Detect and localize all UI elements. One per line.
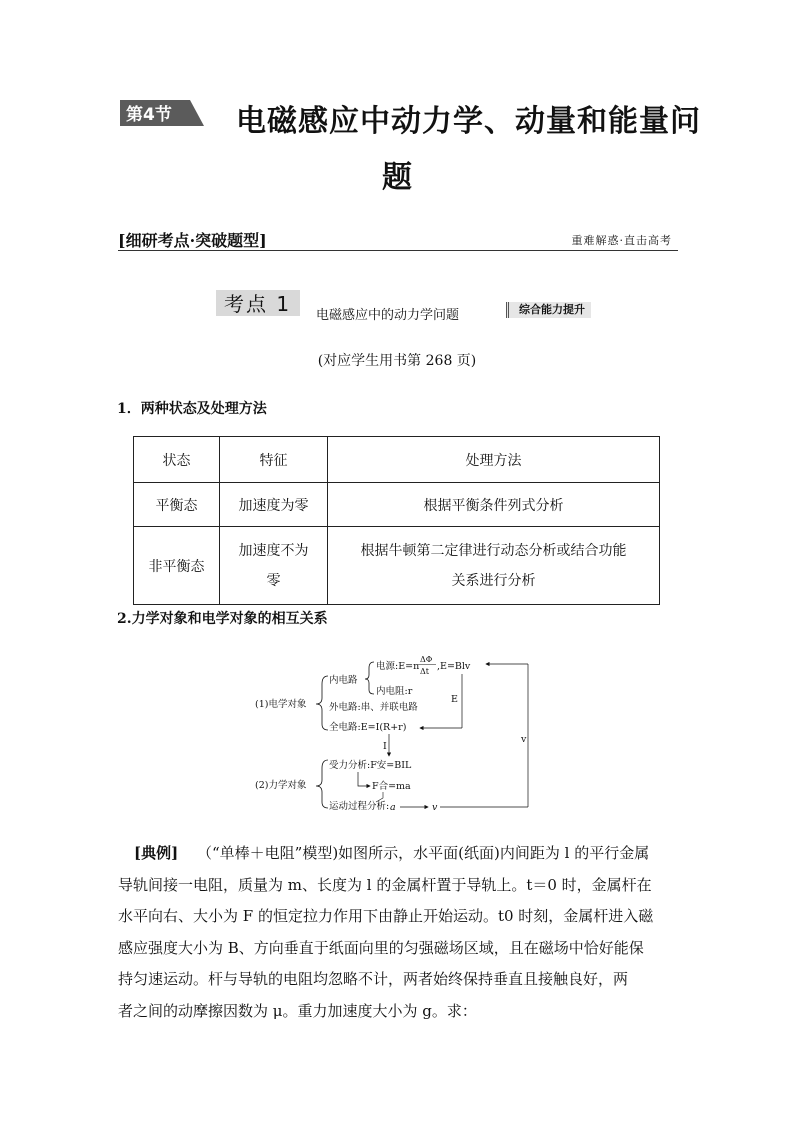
heading-relationship: 2.力学对象和电学对象的相互关系: [117, 611, 328, 627]
delta-t: Δt: [420, 667, 429, 676]
motion-a: a: [390, 802, 396, 813]
table-header-cell: 特征: [220, 437, 328, 483]
mech-brace: [316, 760, 328, 808]
book-reference: (对应学生用书第 268 页): [317, 353, 477, 369]
heading-two-states: 1．两种状态及处理方法: [117, 401, 267, 417]
section-badge-text: 第4节: [126, 105, 172, 125]
relationship-diagram: [250, 652, 540, 814]
inner-circuit-label: 内电路: [329, 675, 358, 686]
inner-resistance: 内电阻:r: [376, 686, 413, 697]
table-cell-line: 关系进行分析: [451, 572, 536, 589]
page-title-line2: 题: [382, 160, 413, 195]
source-suffix: ,E=Blv: [437, 661, 471, 672]
table-header-cell: 处理方法: [328, 437, 660, 483]
table-cell: 根据平衡条件列式分析: [328, 483, 660, 527]
kaodian-box: [216, 290, 300, 316]
elec-object-label: (1)电学对象: [255, 699, 307, 710]
label-v: v: [521, 734, 527, 745]
example-line: [118, 838, 678, 870]
kaodian-label: 考点 1: [224, 292, 292, 316]
table-cell-line: 根据牛顿第二定律进行动态分析或结合功能: [360, 542, 627, 559]
table-cell-line: 加速度不为: [238, 542, 309, 559]
section-heading-left: [细研考点·突破题型]: [118, 231, 267, 250]
section-badge: [120, 100, 204, 126]
motion-prefix: 运动过程分析:: [329, 801, 390, 812]
mech-object-label: (2)力学对象: [255, 780, 307, 791]
example-paragraph: [118, 838, 678, 1027]
table-header-row: [134, 437, 660, 483]
table-header-cell: 状态: [134, 437, 220, 483]
section-heading-right: 重难解惑·直击高考: [571, 234, 672, 247]
motion-v: v: [432, 802, 438, 813]
table-row: [134, 483, 660, 527]
page-title-line1: 电磁感应中动力学、动量和能量问: [236, 104, 701, 139]
full-circuit: 全电路:E=I(R+r): [329, 722, 407, 733]
delta-phi: ΔΦ: [420, 655, 433, 664]
example-line: 持匀速运动。杆与导轨的电阻均忽略不计，两者始终保持垂直且接触良好，两: [118, 970, 629, 988]
ability-tag: 综合能力提升: [506, 302, 591, 318]
example-line: 水平向右、大小为 F 的恒定拉力作用下由静止开始运动。t0 时刻，金属杆进入磁: [118, 907, 654, 925]
table-cell-line: 零: [266, 572, 281, 589]
section-heading: [118, 228, 678, 251]
table-cell: 平衡态: [134, 483, 220, 527]
table-cell: [220, 527, 328, 605]
table-cell: 加速度为零: [220, 483, 328, 527]
source-prefix: 电源:E=n: [376, 661, 420, 672]
example-label: [典例]: [134, 844, 179, 862]
states-table: [133, 436, 660, 605]
example-line: 感应强度大小为 B、方向垂直于纸面向里的匀强磁场区域，且在磁场中恰好能保: [118, 938, 644, 957]
table-cell: [328, 527, 660, 605]
table-row: [134, 527, 660, 605]
outer-circuit: 外电路:串、并联电路: [329, 702, 418, 713]
table-cell: 非平衡态: [134, 527, 220, 605]
force-analysis: 受力分析:F安=BIL: [329, 760, 412, 771]
example-line: 导轨间接一电阻，质量为 m、长度为 l 的金属杆置于导轨上。t＝0 时，金属杆在: [118, 875, 652, 894]
f-net: F合=ma: [372, 781, 411, 792]
inner-brace: [365, 662, 374, 694]
label-i: I: [383, 741, 387, 752]
elec-brace: [316, 676, 328, 730]
example-line-text: （“单棒＋电阻”模型)如图所示，水平面(纸面)内间距为 l 的平行金属: [196, 844, 650, 862]
kaodian-title: 电磁感应中的动力学问题: [316, 308, 460, 323]
label-e: E: [451, 694, 458, 705]
example-line: 者之间的动摩擦因数为 μ。重力加速度大小为 g。求：: [118, 1001, 477, 1020]
